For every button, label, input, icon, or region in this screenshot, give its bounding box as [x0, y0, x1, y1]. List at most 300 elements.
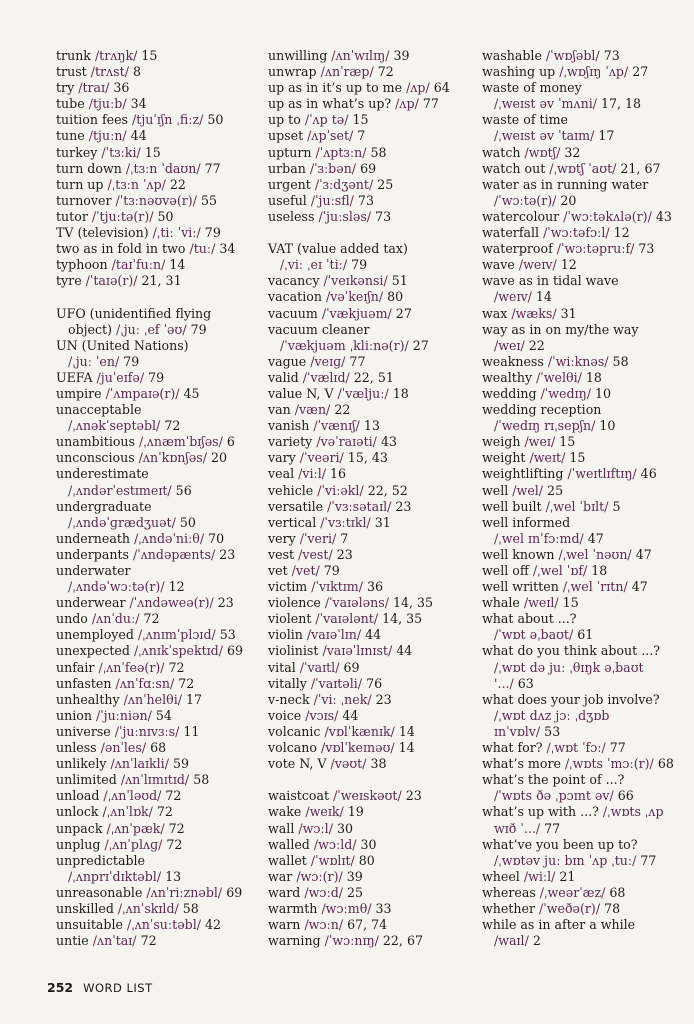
headword: object): [68, 321, 117, 337]
word-entry: [268, 724, 480, 740]
entry-line: [268, 531, 480, 547]
headword: unemployed: [56, 627, 138, 643]
word-entry: [56, 724, 256, 740]
word-entry: [268, 740, 480, 756]
headword: whether: [482, 900, 539, 916]
headword: try: [56, 80, 79, 96]
pronunciation: /ˈwɔːtə(r)/: [494, 192, 557, 208]
headword: TV (television): [56, 225, 153, 241]
page-references: 23: [332, 546, 353, 562]
entry-line: [482, 740, 690, 756]
pronunciation: /ˌwɒts ˈmɔː(r)/: [564, 756, 654, 772]
pronunciation: /weɪ/: [494, 337, 525, 353]
word-list-column-2: [268, 48, 480, 949]
word-entry: [56, 370, 256, 386]
headword: wake: [268, 804, 306, 820]
word-entry: [56, 917, 256, 933]
page-references: 15: [565, 450, 586, 466]
entry-line: [56, 112, 256, 128]
pronunciation: /ˈvaɪtəli/: [310, 675, 363, 691]
page-references: 79: [319, 563, 340, 578]
headword: what about ...?: [482, 611, 577, 627]
page-references: 12: [609, 225, 630, 241]
pronunciation: /ˈvænɪʃ/: [313, 418, 360, 434]
pronunciation: /ˌʌnˈlɒk/: [102, 804, 153, 820]
entry-line: [56, 837, 256, 853]
entry-line: [482, 837, 690, 853]
word-entry: [56, 660, 256, 676]
headword: well off: [482, 563, 533, 578]
headword: unlimited: [56, 772, 121, 788]
page-references: 73: [371, 208, 392, 224]
pronunciation: /weɪt/: [529, 450, 566, 466]
word-entry: [56, 257, 256, 273]
word-entry: [482, 450, 690, 466]
pronunciation: /ˌweərˈæz/: [539, 884, 606, 900]
pronunciation: /wiːl/: [523, 868, 556, 884]
page-references: 11: [179, 723, 200, 739]
headword: unsuitable: [56, 917, 127, 933]
page-references: 47: [583, 530, 604, 546]
pronunciation: /traɪ/: [78, 80, 110, 96]
page-references: 39: [389, 48, 410, 63]
headword: two as in fold in two: [56, 241, 190, 257]
page-references: 79: [119, 353, 140, 369]
headword: violent: [268, 611, 316, 627]
headword: turn down: [56, 160, 126, 176]
pronunciation: /ˈveəri/: [299, 450, 344, 466]
word-entry: [56, 756, 256, 772]
pronunciation: /ˈwɔːtəpruːf/: [556, 241, 635, 257]
entry-line: [268, 660, 480, 676]
pronunciation: /ˌʌnprɪˈdɪktəbl/: [68, 868, 162, 884]
page-number: 252: [47, 980, 74, 995]
headword: walled: [268, 836, 314, 852]
word-entry: [482, 64, 690, 80]
page-references: 22: [330, 402, 351, 418]
section-gap: [268, 225, 480, 241]
pronunciation: /ˌʌnˈskɪld/: [117, 900, 179, 916]
entry-continuation-line: [56, 483, 256, 499]
pronunciation: /juˈeɪfə/: [96, 369, 145, 385]
pronunciation: /vɒlˈkænɪk/: [324, 723, 395, 739]
headword: well written: [482, 579, 563, 595]
headword: voice: [268, 707, 306, 723]
entry-line: [268, 466, 480, 482]
pronunciation: /ˈʌndəpænts/: [132, 546, 216, 562]
headword: what’s up with ...?: [482, 804, 603, 820]
entry-line: [268, 676, 480, 692]
page-references: 39: [342, 868, 363, 884]
page-references: 50: [203, 112, 224, 128]
pronunciation: /wɔːmθ/: [321, 900, 372, 916]
headword: UEFA: [56, 369, 97, 385]
pronunciation: /ˌjuː ˈen/: [68, 353, 120, 369]
page-references: 68: [605, 884, 626, 900]
page-references: 44: [338, 707, 359, 723]
page-references: 27: [391, 305, 412, 321]
pronunciation: /wɒtʃ/: [524, 144, 561, 160]
page-references: 55: [196, 192, 217, 208]
entry-line: [268, 692, 480, 708]
word-entry: [56, 531, 256, 547]
pronunciation: /ˌʌnˈplʌɡ/: [104, 836, 163, 852]
word-entry: [268, 901, 480, 917]
page-references: 17, 18: [596, 96, 642, 112]
entry-line: [268, 354, 480, 370]
headword: underwater: [56, 563, 131, 578]
entry-line: [268, 724, 480, 740]
entry-line: [268, 434, 480, 450]
pronunciation: /ˈvɜːsətaɪl/: [327, 498, 392, 514]
page-references: 53: [540, 723, 561, 739]
section-gap: [268, 772, 480, 788]
page-references: 44: [392, 643, 413, 659]
word-entry: [268, 531, 480, 547]
headword: unlock: [56, 804, 103, 820]
word-entry: [482, 547, 690, 563]
entry-line: [482, 386, 690, 402]
entry-line: [56, 273, 256, 289]
pronunciation: /trʌst/: [90, 64, 129, 80]
entry-line: [56, 338, 256, 354]
word-entry: [268, 128, 480, 144]
headword: underneath: [56, 530, 135, 546]
headword: upturn: [268, 144, 316, 160]
page-references: 27: [628, 64, 649, 80]
entry-line: [268, 48, 480, 64]
word-entry: [56, 499, 256, 531]
headword: vague: [268, 353, 311, 369]
headword: useless: [268, 208, 319, 224]
word-entry: [482, 483, 690, 499]
entry-line: [56, 161, 256, 177]
headword: typhoon: [56, 257, 112, 273]
entry-line: [268, 740, 480, 756]
pronunciation: /ˌʌnɪmˈplɔɪd/: [137, 627, 216, 643]
pronunciation: /ˈvaɪələnt/: [315, 611, 379, 627]
pronunciation: /ˈweɪskəʊt/: [333, 788, 402, 804]
page-references: 21, 67: [616, 160, 661, 176]
headword: vacuum: [268, 305, 322, 321]
word-entry: [56, 273, 256, 289]
word-entry: [268, 80, 480, 96]
word-entry: [56, 386, 256, 402]
page-references: 58: [608, 353, 629, 369]
headword: unreasonable: [56, 884, 147, 900]
pronunciation: /væn/: [294, 402, 331, 418]
pronunciation: /ˈwiːknəs/: [547, 353, 609, 369]
word-entry: [482, 161, 690, 177]
entry-line: [56, 402, 256, 418]
headword: whereas: [482, 884, 540, 900]
headword: trust: [56, 64, 91, 80]
entry-line: [268, 627, 480, 643]
headword: unskilled: [56, 900, 118, 916]
entry-line: [482, 466, 690, 482]
pronunciation: /ʌnˈduː/: [91, 611, 140, 627]
pronunciation: /ˈveri/: [299, 530, 337, 546]
headword: unambitious: [56, 434, 140, 450]
pronunciation: /ˌʌndəˈniːθ/: [134, 530, 205, 546]
headword: unacceptable: [56, 402, 142, 418]
page-references: 79: [144, 369, 165, 385]
word-entry: [482, 595, 690, 611]
pronunciation: /ʌnˈfɑːsn/: [115, 675, 175, 691]
page-references: 72: [139, 611, 160, 627]
headword: wax: [482, 305, 512, 321]
headword: up to: [268, 112, 305, 128]
word-entry: [56, 209, 256, 225]
page-references: 51: [387, 273, 408, 289]
page-references: 18: [388, 385, 409, 401]
page-references: 36: [109, 80, 130, 96]
page-references: 14, 35: [378, 611, 423, 627]
entry-line: [56, 96, 256, 112]
entry-line: [482, 547, 690, 563]
word-entry: [268, 917, 480, 933]
entry-line: [56, 177, 256, 193]
page-references: 69: [222, 884, 243, 900]
entry-line: [56, 660, 256, 676]
headword: vitally: [268, 675, 311, 691]
entry-line: [482, 772, 690, 788]
headword: weakness: [482, 353, 548, 369]
headword: union: [56, 707, 96, 723]
headword: watch out: [482, 160, 550, 176]
entry-continuation-line: [482, 676, 690, 692]
pronunciation: /wɔːd/: [304, 884, 343, 900]
headword: wallet: [268, 852, 311, 868]
page-references: 14: [394, 723, 415, 739]
entry-line: [482, 177, 690, 193]
page-references: 43: [651, 208, 672, 224]
headword: what do you think about ...?: [482, 643, 660, 659]
pronunciation: /ˌʌnˈləʊd/: [103, 788, 162, 804]
page-references: 12: [164, 579, 185, 595]
page-references: 22: [165, 176, 186, 192]
word-entry: [482, 772, 690, 804]
entry-continuation-line: [56, 322, 256, 338]
headword: washable: [482, 48, 546, 63]
entry-line: [268, 643, 480, 659]
page-references: 14: [531, 289, 552, 305]
entry-line: [56, 804, 256, 820]
entry-line: [482, 306, 690, 322]
word-entry: [56, 547, 256, 563]
entry-line: [56, 788, 256, 804]
page-references: 72: [136, 933, 157, 949]
pronunciation: /ˈʌndəweə(r)/: [129, 595, 214, 611]
pronunciation: /taɪˈfuːn/: [111, 257, 166, 273]
word-entry: [482, 48, 690, 64]
pronunciation: /vɔɪs/: [305, 707, 339, 723]
pronunciation: /ˌʌnæmˈbɪʃəs/: [139, 434, 223, 450]
page-references: 44: [361, 627, 382, 643]
word-entry: [56, 740, 256, 756]
entry-line: [268, 837, 480, 853]
pronunciation: /ˌwɒts ˌʌp: [602, 804, 664, 820]
page-references: 2: [528, 933, 541, 949]
pronunciation: /ʌpˈset/: [307, 128, 354, 144]
section-gap: [56, 289, 256, 305]
pronunciation: /ˌwɒt də juː ˌθɪŋk əˌbaʊt: [494, 659, 644, 675]
word-entry: [268, 354, 480, 370]
page-footer: [47, 980, 153, 995]
headword: UFO (unidentified flying: [56, 305, 212, 321]
headword: underestimate: [56, 466, 149, 482]
headword: wave: [482, 257, 519, 273]
page-references: 77: [636, 852, 657, 868]
entry-line: [268, 901, 480, 917]
word-entry: [482, 306, 690, 322]
page-references: 78: [600, 900, 621, 916]
page-references: 79: [200, 225, 221, 241]
headword: vote N, V: [268, 756, 331, 772]
headword: waterfall: [482, 225, 544, 241]
word-entry: [482, 402, 690, 434]
pronunciation: /ˈjuːnɪvɜːs/: [114, 723, 180, 739]
pronunciation: /ˈtaɪə(r)/: [85, 273, 138, 289]
entry-line: [268, 611, 480, 627]
page-references: 23: [215, 546, 236, 562]
headword: wheel: [482, 868, 524, 884]
word-entry: [482, 756, 690, 772]
pronunciation: /ˈtjuːtə(r)/: [91, 208, 154, 224]
pronunciation: /ˌtɜːn ˈʌp/: [107, 176, 166, 192]
entry-line: [268, 515, 480, 531]
headword: warn: [268, 917, 305, 933]
word-entry: [482, 740, 690, 756]
pronunciation: /ˈʌmpaɪə(r)/: [105, 385, 180, 401]
page-references: 77: [418, 96, 439, 112]
pronunciation: /ˈwɒlɪt/: [310, 852, 355, 868]
pronunciation: /ˈjuːsləs/: [318, 208, 372, 224]
page-references: 64: [429, 80, 450, 96]
page-references: 80: [383, 289, 404, 305]
page-references: 77: [540, 820, 561, 836]
pronunciation: /ˌjuː ˌef ˈəʊ/: [116, 321, 187, 337]
pronunciation: /ˈvækjuəm/: [321, 305, 392, 321]
pronunciation: /ʌnˈriːznəbl/: [146, 884, 223, 900]
page-references: 18: [587, 563, 608, 578]
headword: what for?: [482, 740, 547, 756]
page-references: 36: [363, 579, 384, 595]
word-entry: [268, 64, 480, 80]
page-references: 72: [160, 418, 181, 434]
entry-line: [56, 145, 256, 161]
page-references: 73: [599, 48, 620, 63]
headword: versatile: [268, 498, 328, 514]
page-references: 16: [326, 466, 347, 482]
pronunciation: /ənˈles/: [100, 740, 147, 756]
entry-line: [482, 64, 690, 80]
page-references: 79: [347, 257, 368, 273]
pronunciation: /ʌnˈhelθi/: [123, 691, 183, 707]
entry-line: [56, 933, 256, 949]
headword: wedding reception: [482, 402, 602, 418]
entry-line: [56, 225, 256, 241]
pronunciation: /weɪ/: [524, 434, 556, 450]
headword: variety: [268, 434, 317, 450]
pronunciation: /ˌwel ˈnəʊn/: [558, 546, 632, 562]
page-references: 25: [373, 176, 394, 192]
word-entry: [56, 708, 256, 724]
headword: vary: [268, 450, 300, 466]
headword: vacation: [268, 289, 326, 305]
headword: waistcoat: [268, 788, 334, 804]
entry-line: [482, 273, 690, 289]
page-references: 12: [556, 257, 577, 273]
page-references: 15: [555, 434, 576, 450]
pronunciation: /weɪl/: [523, 595, 559, 611]
headword: war: [268, 868, 297, 884]
word-entry: [268, 386, 480, 402]
pronunciation: /ˈviːəkl/: [317, 482, 364, 498]
pronunciation: '.../: [494, 675, 514, 691]
word-entry: [268, 579, 480, 595]
pronunciation: /ˌweɪst əv ˈmʌni/: [494, 96, 597, 112]
pronunciation: /vəʊt/: [330, 756, 367, 772]
pronunciation: /ˈwedɪŋ rɪˌsepʃn/: [494, 418, 596, 434]
pronunciation: /ˌwɒt ˈfɔː/: [546, 740, 606, 756]
entry-line: [482, 804, 690, 820]
headword: turkey: [56, 144, 102, 160]
word-entry: [268, 193, 480, 209]
word-entry: [268, 595, 480, 611]
page-references: 69: [356, 160, 377, 176]
pronunciation: /wɔːn/: [304, 917, 344, 933]
entry-line: [268, 917, 480, 933]
page-references: 20: [206, 450, 228, 466]
page-references: 22, 52: [363, 482, 408, 498]
entry-line: [482, 901, 690, 917]
entry-line: [56, 48, 256, 64]
pronunciation: /wɔː(r)/: [296, 868, 343, 884]
entry-line: [482, 595, 690, 611]
page-references: 59: [168, 756, 189, 772]
entry-line: [56, 241, 256, 257]
entry-continuation-line: [482, 933, 690, 949]
pronunciation: /waɪl/: [494, 933, 529, 949]
page-references: 34: [215, 241, 236, 257]
headword: warmth: [268, 900, 322, 916]
entry-line: [268, 708, 480, 724]
word-entry: [268, 869, 480, 885]
entry-continuation-line: [56, 515, 256, 531]
word-entry: [268, 209, 480, 225]
word-entry: [268, 708, 480, 724]
word-entry: [56, 853, 256, 885]
headword: wall: [268, 820, 299, 836]
headword: weigh: [482, 434, 525, 450]
entry-line: [268, 273, 480, 289]
entry-line: [482, 241, 690, 257]
page-references: 61: [573, 627, 594, 643]
entry-line: [482, 225, 690, 241]
word-entry: [482, 273, 690, 305]
page-references: 77: [200, 160, 221, 176]
word-entry: [482, 386, 690, 402]
word-entry: [268, 756, 480, 772]
pronunciation: /ˌwel ˈrɪtn/: [562, 579, 628, 595]
pronunciation: /ˈvæljuː/: [337, 385, 389, 401]
page-references: 7: [336, 530, 349, 546]
headword: vet: [268, 563, 292, 578]
entry-continuation-line: [482, 724, 690, 740]
headword: unwilling: [268, 48, 332, 63]
word-list-column-1: [56, 48, 256, 949]
